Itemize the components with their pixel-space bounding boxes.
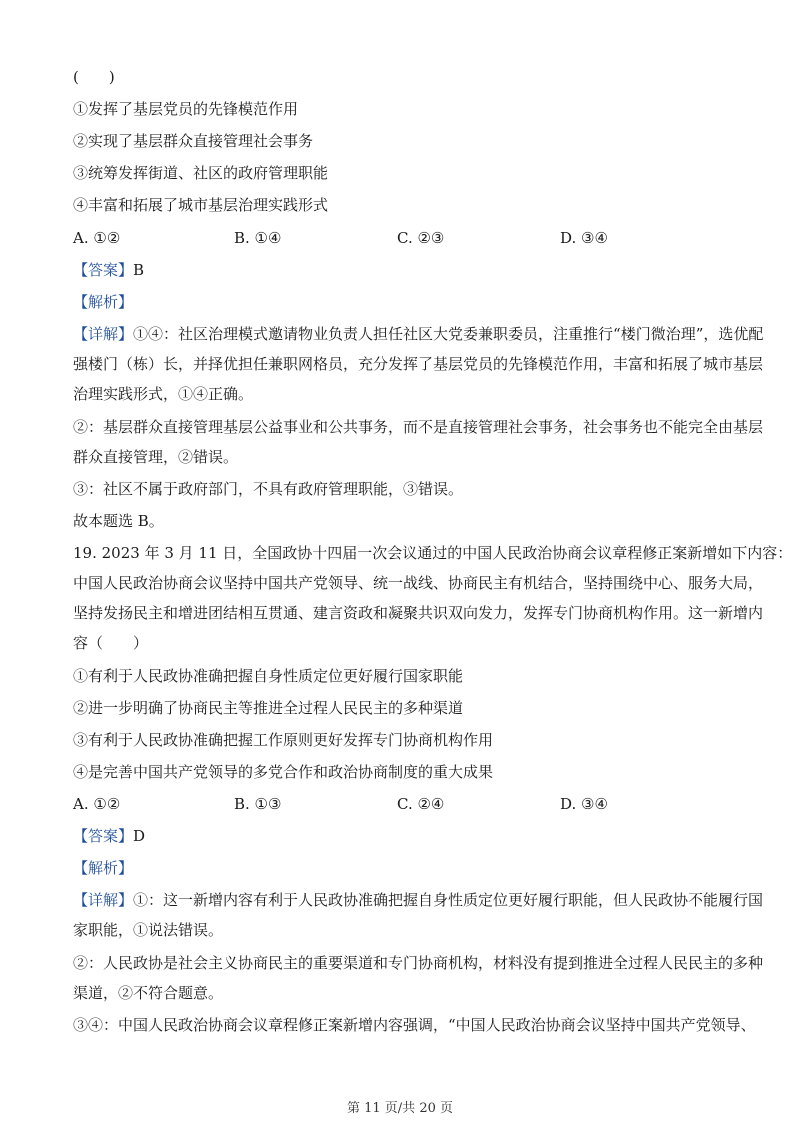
q18-stem: ( ) bbox=[73, 68, 115, 86]
q19-detail-line-1: 【详解】①：这一新增内容有利于人民政协准确把握自身性质定位更好履行职能，但人民政协不能履行国 bbox=[73, 891, 764, 909]
q18-detail-line-1: 【详解】①④：社区治理模式邀请物业负责人担任社区大党委兼职委员，注重推行“楼门微治理”，选优配 bbox=[73, 325, 764, 343]
q19-option-c: C. ②④ bbox=[397, 795, 445, 813]
q18-item-3: ③统筹发挥街道、社区的政府管理职能 bbox=[73, 164, 329, 182]
q19-detail-line-3: ②：人民政协是社会主义协商民主的重要渠道和专门协商机构，材料没有提到推进全过程人民民主的多种 bbox=[73, 954, 764, 972]
q19-stem-line-2: 中国人民政治协商会议坚持中国共产党领导、统一战线、协商民主有机结合，坚持围绕中心、服务大局， bbox=[73, 574, 764, 592]
q18-item-4: ④丰富和拓展了城市基层治理实践形式 bbox=[73, 196, 329, 214]
q18-detail-line-5: 群众直接管理，②错误。 bbox=[73, 448, 239, 466]
q18-detail-line-4: ②：基层群众直接管理基层公益事业和公共事务，而不是直接管理社会事务，社会事务也不能完全由基层 bbox=[73, 418, 764, 436]
q18-analysis-tag: 【解析】 bbox=[73, 293, 134, 311]
q19-item-4: ④是完善中国共产党领导的多党合作和政治协商制度的重大成果 bbox=[73, 763, 494, 781]
q19-item-3: ③有利于人民政协准确把握工作原则更好发挥专门协商机构作用 bbox=[73, 731, 494, 749]
q18-item-1: ①发挥了基层党员的先锋模范作用 bbox=[73, 100, 299, 118]
q19-stem-line-3: 坚持发扬民主和增进团结相互贯通、建言资政和凝聚共识双向发力，发挥专门协商机构作用。这一新增内 bbox=[73, 604, 764, 622]
q19-item-1: ①有利于人民政协准确把握自身性质定位更好履行国家职能 bbox=[73, 667, 464, 685]
q19-option-a: A. ①② bbox=[73, 795, 121, 813]
q18-detail-line-6: ③：社区不属于政府部门，不具有政府管理职能，③错误。 bbox=[73, 480, 464, 498]
q19-detail-line-4: 渠道，②不符合题意。 bbox=[73, 984, 224, 1002]
q19-answer: D bbox=[133, 827, 146, 845]
q19-answer-line bbox=[73, 826, 753, 846]
q19-option-d: D. ③④ bbox=[560, 795, 608, 813]
q18-answer-line bbox=[73, 260, 753, 280]
detail-tag: 【详解】 bbox=[73, 325, 134, 343]
q18-option-c: C. ②③ bbox=[397, 229, 445, 247]
q18-detail-line-3: 治理实践形式，①④正确。 bbox=[73, 385, 254, 403]
q19-item-2: ②进一步明确了协商民主等推进全过程人民民主的多种渠道 bbox=[73, 699, 464, 717]
q19-detail-line-2: 家职能，①说法错误。 bbox=[73, 921, 224, 939]
q18-option-b: B. ①④ bbox=[234, 229, 282, 247]
answer-tag: 【答案】 bbox=[73, 827, 134, 845]
q19-stem-line-1: 19. 2023 年 3 月 11 日，全国政协十四届一次会议通过的中国人民政治协商会议章程修正案新增如下内容： bbox=[73, 544, 793, 562]
detail-tag: 【详解】 bbox=[73, 891, 134, 909]
q19-detail-line-5: ③④：中国人民政治协商会议章程修正案新增内容强调，“中国人民政治协商会议坚持中国共产党领导、 bbox=[73, 1016, 756, 1034]
q19-stem-line-4: 容（ ） bbox=[73, 634, 149, 652]
answer-tag: 【答案】 bbox=[73, 261, 134, 279]
q19-analysis-tag: 【解析】 bbox=[73, 859, 134, 877]
q19-option-b: B. ①③ bbox=[234, 795, 282, 813]
q18-option-d: D. ③④ bbox=[560, 229, 608, 247]
page-number: 第 11 页/共 20 页 bbox=[347, 1101, 453, 1116]
q18-detail-line-2: 强楼门（栋）长，并择优担任兼职网格员，充分发挥了基层党员的先锋模范作用，丰富和拓展了城市基层 bbox=[73, 355, 764, 373]
q18-conclusion: 故本题选 B。 bbox=[73, 512, 164, 530]
q18-item-2: ②实现了基层群众直接管理社会事务 bbox=[73, 132, 314, 150]
q18-answer: B bbox=[133, 261, 145, 279]
q18-option-a: A. ①② bbox=[73, 229, 121, 247]
